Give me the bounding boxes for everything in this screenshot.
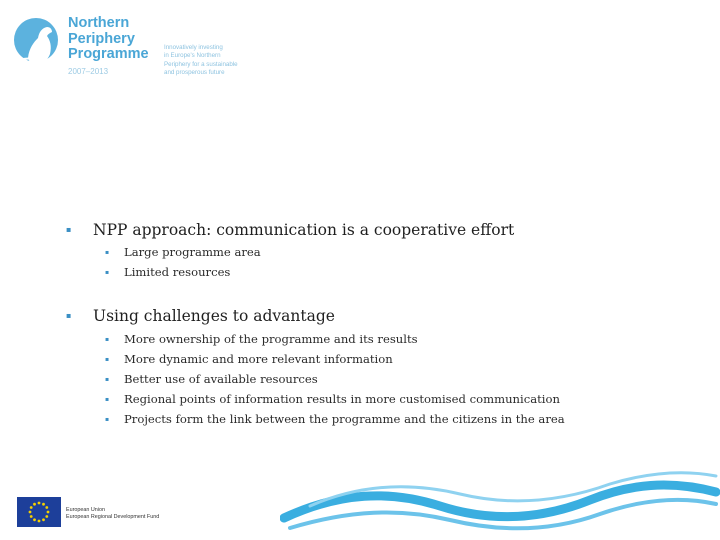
logo-tagline-line: Periphery for a sustainable [164,60,238,68]
bullet-icon: ▪ [105,396,110,403]
bullet-icon: ▪ [105,249,110,256]
bullet-icon: ▪ [105,269,110,276]
bullet-icon: ▪ [105,416,110,423]
list-item: More ownership of the programme and its results [124,332,418,346]
eu-label-line: European Regional Development Fund [66,513,160,520]
section-heading: Using challenges to advantage [93,307,335,325]
logo-years: 2007–2013 [68,67,109,76]
bullet-icon: ▪ [66,225,72,234]
bullet-icon: ▪ [105,356,110,363]
list-item: Regional points of information results in more customised communication [124,392,560,406]
list-item: Large programme area [124,245,261,259]
logo-name-line-3: Programme [68,46,149,62]
list-item: Better use of available resources [124,372,318,386]
eu-label-line: European Union [66,507,105,513]
logo-tagline-line: and prosperous future [164,69,225,77]
logo-name-line-1: Northern [68,15,130,31]
bullet-icon: ▪ [66,311,72,320]
list-item: Projects form the link between the programme and the citizens in the area [124,412,565,426]
section-heading: NPP approach: communication is a cooperative effort [93,221,515,239]
bullet-icon: ▪ [105,336,110,343]
decorative-wave-icon [280,462,720,540]
logo-tagline-line: Innovatively investing [164,44,223,51]
eu-flag-icon [17,497,61,527]
logo-name-line-2: Periphery [68,30,135,47]
logo-tagline-line: in Europe's Northern [164,52,221,60]
bullet-icon: ▪ [105,376,110,383]
list-item: Limited resources [124,265,231,279]
list-item: More dynamic and more relevant information [124,352,393,366]
eu-fund-label [66,507,159,520]
